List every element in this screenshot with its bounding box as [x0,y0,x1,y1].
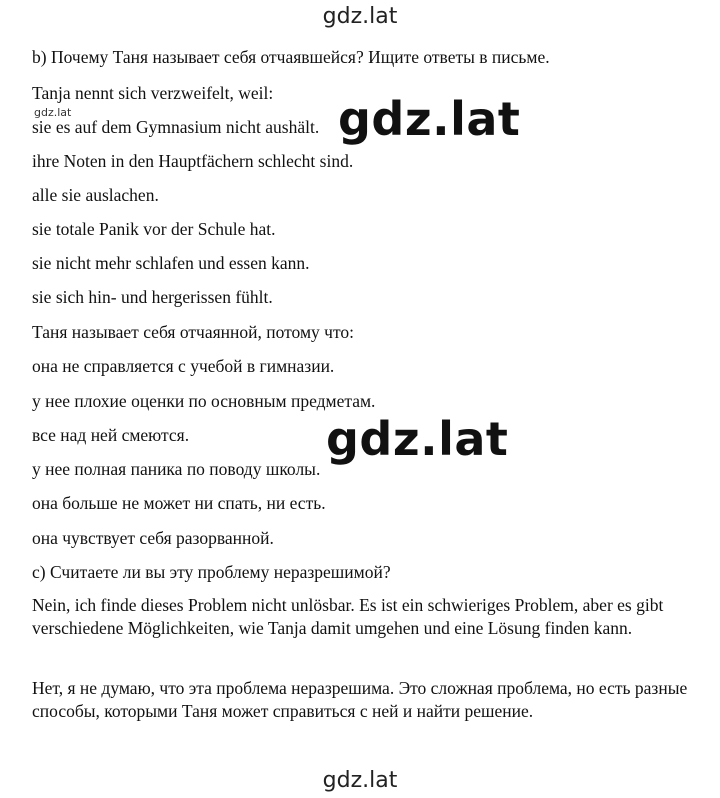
list-item: она чувствует себя разорванной. [32,528,274,548]
answer-c-german: Nein, ich finde dieses Problem nicht unlösbar. Es ist ein schwieriges Problem, aber es gibt verschiedene Möglichkeiten, wie Tanja damit umgehen und eine Lösung finden kann. [32,595,664,638]
german-intro: Tanja nennt sich verzweifelt, weil: [32,83,274,103]
list-item: sie nicht mehr schlafen und essen kann. [32,253,310,273]
list-item: у нее плохие оценки по основным предметам. [32,391,376,411]
list-item: у нее полная паника по поводу школы. [32,459,321,479]
list-item: sie sich hin- und hergerissen fühlt. [32,287,273,307]
watermark-top: gdz.lat [322,4,398,29]
list-item: ihre Noten in den Hauptfächern schlecht sind. [32,151,354,171]
list-item: она не справляется с учебой в гимназии. [32,356,335,376]
watermark-center-upper: gdz.lat [338,92,521,146]
list-item: sie totale Panik vor der Schule hat. [32,219,276,239]
question-b: b) Почему Таня называет себя отчаявшейся? Ищите ответы в письме. [32,47,550,67]
answer-c-russian: Нет, я не думаю, что эта проблема неразрешима. Это сложная проблема, но есть разные способы, которыми Таня может справиться с ней и найти решение. [32,678,688,721]
question-c: c) Считаете ли вы эту проблему неразрешимой? [32,562,391,582]
watermark-bottom: gdz.lat [322,768,398,793]
list-item: sie es auf dem Gymnasium nicht aushält. [32,117,320,137]
list-item: alle sie auslachen. [32,185,159,205]
list-item: все над ней смеются. [32,425,190,445]
list-item: она больше не может ни спать, ни есть. [32,493,326,513]
watermark-small: gdz.lat [34,106,72,119]
russian-intro: Таня называет себя отчаянной, потому что: [32,322,354,342]
watermark-center-lower: gdz.lat [326,412,509,466]
